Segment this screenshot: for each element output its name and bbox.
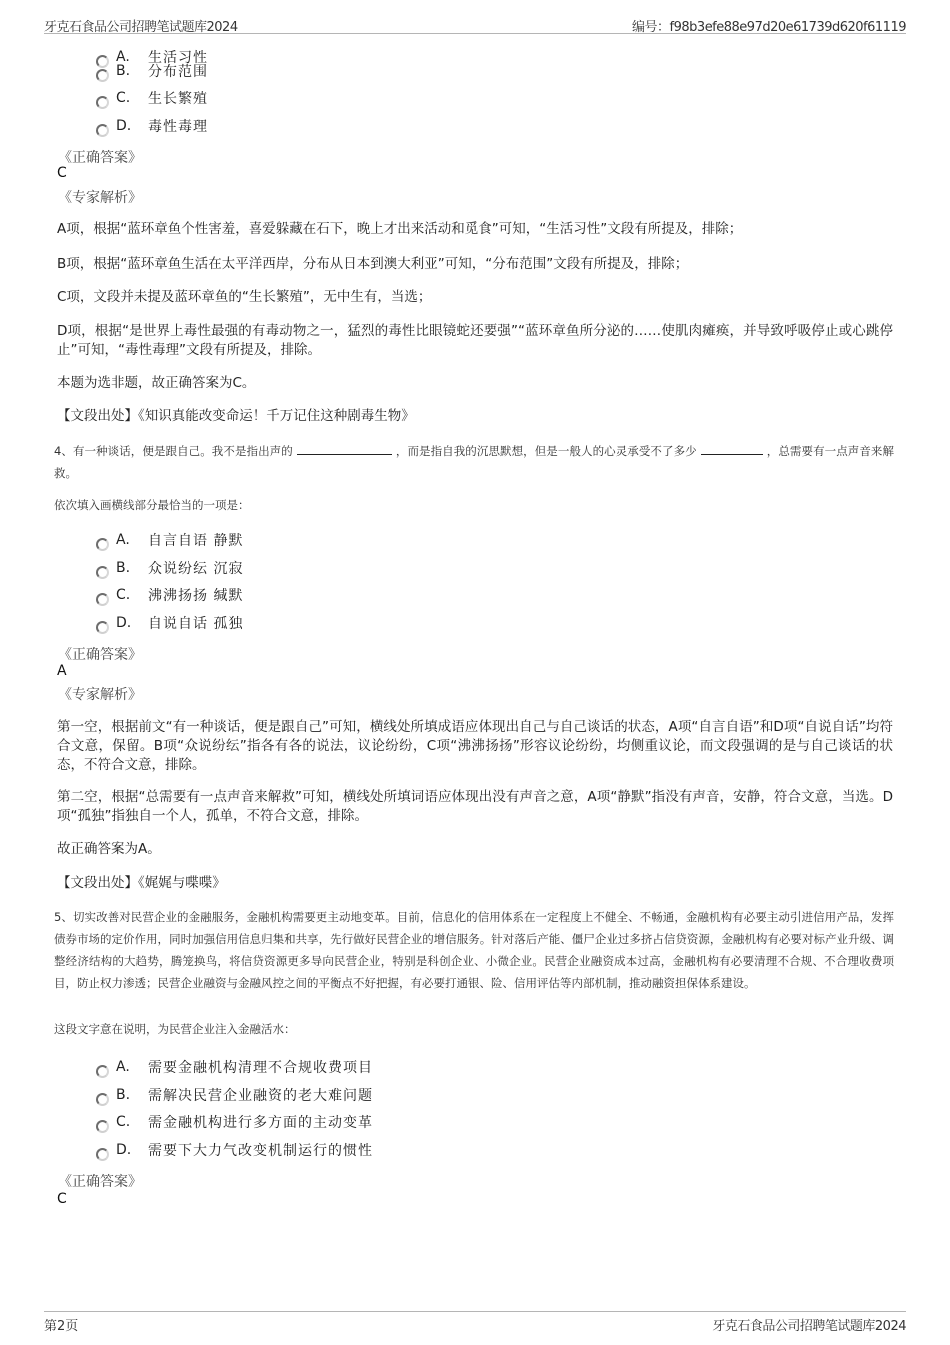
option-text: 分布范围 [148,64,208,80]
q4-analysis-blank2: 第二空，根据“总需要有一点声音来解救”可知，横线处所填词语应体现出没有声音之意，A项“静默”指没有声音，安静，符合文意，当选。D项“孤独”指独自一个人，孤单，不符合文意，排除。 [57,789,893,824]
option-letter: C. [116,90,131,106]
option-letter: B. [116,63,131,79]
radio-icon[interactable] [96,621,109,634]
q4-option-d[interactable] [96,613,243,633]
radio-icon[interactable] [96,538,109,551]
q5-answer-label: 《正确答案》 [58,1174,142,1190]
option-text: 自言自语 静默 [148,533,244,549]
option-letter: A. [116,532,130,548]
option-letter: C. [116,1114,131,1130]
q4-option-c[interactable] [96,585,243,605]
q5-stem: 5、切实改善对民营企业的金融服务，金融机构需要更主动地变革。目前，信息化的信用体系在一定程度上不健全、不畅通，金融机构有必要主动引进信用产品，发挥债券市场的定价作用，同时加强信用信息归集和共享，先行做好民营企业的增信服务。针对落后产能、僵尸企业过多挤占信贷资源，金融机构有必要对标产业升级、调整经济结构的大趋势，腾笼换鸟，将信贷资源更多导向民营企业，特别是科创企业、小微企业。民营企业融资成本过高，金融机构有必要清理不合规、不合理收费项目，防止权力渗透；民营企业融资与金融风控之间的平衡点不好把握，有必要打通银、险、信用评估等内部机制，推动融资担保体系建设。 [54,910,894,990]
option-letter: B. [116,1087,131,1103]
page-header [44,14,906,34]
fill-blank-2 [701,443,763,455]
q4-analysis-blank1: 第一空，根据前文“有一种谈话，便是跟自己”可知，横线处所填成语应体现出自己与自己谈话的状态，A项“自言自语”和D项“自说自话”均符合文意，保留。B项“众说纷纭”指各有各的说法，议论纷纷，C项“沸沸扬扬”形容议论纷纷，均侧重议论，而文段强调的是与自己谈话的状态，不符合文意，排除。 [57,719,893,773]
option-text: 生活习性 [148,50,208,66]
option-letter: C. [116,587,131,603]
radio-icon[interactable] [96,1065,109,1078]
radio-icon[interactable] [96,96,109,109]
option-text: 沸沸扬扬 缄默 [148,588,244,604]
q4-analysis-conclusion: 故正确答案为A。 [57,841,161,857]
footer-title: 牙克石食品公司招聘笔试题库2024 [712,1319,906,1334]
q3-analysis-b: B项，根据“蓝环章鱼生活在太平洋西岸，分布从日本到澳大利亚”可知，“分布范围”文段有所提及，排除； [57,256,689,272]
q3-analysis-c: C项，文段并未提及蓝环章鱼的“生长繁殖”，无中生有，当选； [57,289,432,305]
option-text: 需要下大力气改变机制运行的惯性 [148,1143,373,1159]
q3-analysis-a: A项，根据“蓝环章鱼个性害羞，喜爱躲藏在石下，晚上才出来活动和觅食”可知，“生活习性”文段有所提及，排除； [57,221,743,237]
q4-answer-label: 《正确答案》 [58,647,142,663]
header-serial [632,16,906,35]
q4-prompt: 依次填入画横线部分最恰当的一项是： [54,498,250,512]
q3-analysis-d: D项，根据“是世界上毒性最强的有毒动物之一，猛烈的毒性比眼镜蛇还要强”“蓝环章鱼所分泌的……使肌肉瘫痪，并导致呼吸停止或心跳停止”可知，“毒性毒理”文段有所提及，排除。 [57,323,893,358]
q5-prompt: 这段文字意在说明，为民营企业注入金融活水： [54,1022,296,1036]
q3-analysis-label: 《专家解析》 [58,190,142,206]
q4-source: 【文段出处】《娓娓与喋喋》 [57,875,226,891]
page-number: 第2页 [44,1319,79,1334]
option-letter: D. [116,615,132,631]
option-letter: D. [116,1142,132,1158]
option-text: 生长繁殖 [148,91,208,107]
page-footer [44,1311,906,1333]
q3-answer: C [57,165,67,181]
q3-option-d[interactable] [96,116,208,136]
option-text: 自说自话 孤独 [148,616,244,632]
q5-option-a[interactable] [96,1057,373,1077]
q5-option-d[interactable] [96,1140,373,1160]
radio-icon[interactable] [96,593,109,606]
fill-blank-1 [297,443,392,455]
radio-icon[interactable] [96,69,109,82]
q3-option-c[interactable] [96,88,208,108]
option-text: 众说纷纭 沉寂 [148,561,244,577]
radio-icon[interactable] [96,1148,109,1161]
option-text: 需解决民营企业融资的老大难问题 [148,1088,373,1104]
option-letter: B. [116,560,131,576]
option-text: 毒性毒理 [148,119,208,135]
q3-option-b[interactable] [96,61,208,81]
q5-option-b[interactable] [96,1085,373,1105]
q3-analysis-conclusion: 本题为选非题，故正确答案为C。 [57,375,256,391]
serial-label: 编号： [632,20,670,35]
q5-option-c[interactable] [96,1112,373,1132]
option-text: 需要金融机构清理不合规收费项目 [148,1060,373,1076]
q3-source: 【文段出处】《知识真能改变命运！千万记住这种剧毒生物》 [57,408,415,424]
q5-answer: C [57,1191,67,1207]
q4-option-a[interactable] [96,530,243,550]
radio-icon[interactable] [96,566,109,579]
option-text: 需金融机构进行多方面的主动变革 [148,1115,373,1131]
radio-icon[interactable] [96,124,109,137]
q4-stem: 4、有一种谈话，便是跟自己。我不是指出声的 ，而是指自我的沉思默想，但是一般人的心灵承受不了多少 ，总需要有一点声音来解救。 [54,444,894,480]
q4-analysis-label: 《专家解析》 [58,687,142,703]
q3-answer-label: 《正确答案》 [58,150,142,166]
q4-option-b[interactable] [96,558,243,578]
radio-icon[interactable] [96,1093,109,1106]
header-title: 牙克石食品公司招聘笔试题库2024 [44,20,238,35]
serial-value: f98b3efe88e97d20e61739d620f61119 [669,20,906,35]
option-letter: A. [116,1059,130,1075]
q4-answer: A [57,663,67,679]
option-letter: A. [116,49,130,65]
option-letter: D. [116,118,132,134]
radio-icon[interactable] [96,1120,109,1133]
